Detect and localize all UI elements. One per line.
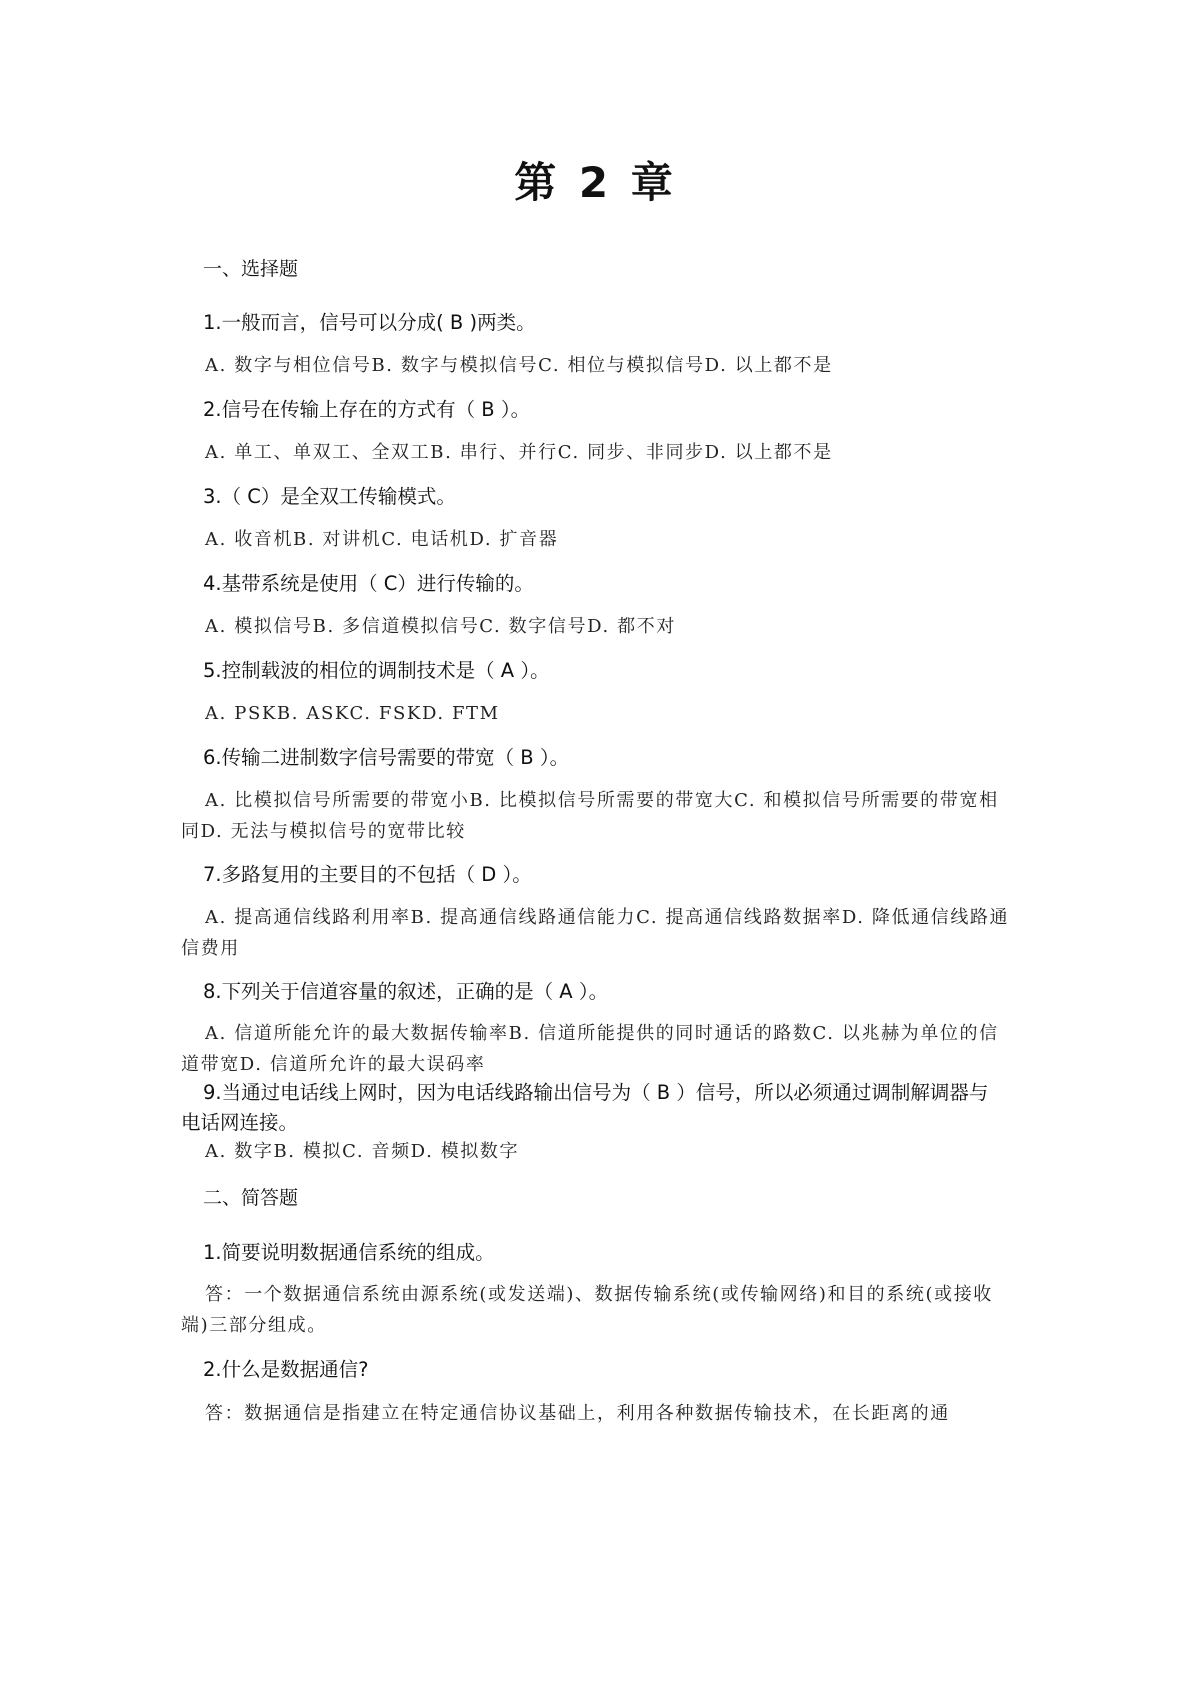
question-8-options: A. 信道所能允许的最大数据传输率B. 信道所能提供的同时通话的路数C. 以兆赫为单位的信道带宽D. 信道所允许的最大误码率 [181,1023,999,1075]
question-6: 6.传输二进制数字信号需要的带宽（ B ）。 [203,746,570,769]
question-7-options: A. 提高通信线路利用率B. 提高通信线路通信能力C. 提高通信线路数据率D. 降低通信线路通信费用 [181,907,1010,959]
section-heading-short-answer: 二、简答题 [203,1187,299,1209]
question-3-options: A. 收音机B. 对讲机C. 电话机D. 扩音器 [205,529,559,550]
question-8: 8.下列关于信道容量的叙述，正确的是（ A ）。 [203,980,609,1003]
question-7: 7.多路复用的主要目的不包括（ D ）。 [203,863,532,886]
chapter-title: 第 2 章 [514,158,677,207]
short-question-2: 2.什么是数据通信? [203,1358,369,1381]
question-6-options: A. 比模拟信号所需要的带宽小B. 比模拟信号所需要的带宽大C. 和模拟信号所需要的带宽相同D. 无法与模拟信号的宽带比较 [181,790,999,842]
question-5-options: A. PSKB. ASKC. FSKD. FTM [205,703,500,724]
question-5: 5.控制载波的相位的调制技术是（ A ）。 [203,659,550,682]
short-answer-1: 答：一个数据通信系统由源系统(或发送端)、数据传输系统(或传输网络)和目的系统(或接收端)三部分组成。 [181,1284,993,1336]
question-1-options: A. 数字与相位信号B. 数字与模拟信号C. 相位与模拟信号D. 以上都不是 [205,355,833,376]
question-2-options: A. 单工、单双工、全双工B. 串行、并行C. 同步、非同步D. 以上都不是 [205,442,833,463]
question-3: 3.（ C）是全双工传输模式。 [203,485,456,508]
short-answer-2: 答：数据通信是指建立在特定通信协议基础上，利用各种数据传输技术，在长距离的通 [205,1403,950,1424]
question-2: 2.信号在传输上存在的方式有（ B ）。 [203,398,531,421]
question-4-options: A. 模拟信号B. 多信道模拟信号C. 数字信号D. 都不对 [205,616,676,637]
short-question-1: 1.简要说明数据通信系统的组成。 [203,1241,495,1264]
question-1: 1.一般而言，信号可以分成( B )两类。 [203,311,536,334]
question-9: 9.当通过电话线上网时，因为电话线路输出信号为（ B ）信号，所以必须通过调制解调器与电话网连接。 [181,1081,989,1134]
question-9-options: A. 数字B. 模拟C. 音频D. 模拟数字 [205,1141,520,1162]
section-heading-choice: 一、选择题 [203,258,299,280]
question-4: 4.基带系统是使用（ C）进行传输的。 [203,572,534,595]
